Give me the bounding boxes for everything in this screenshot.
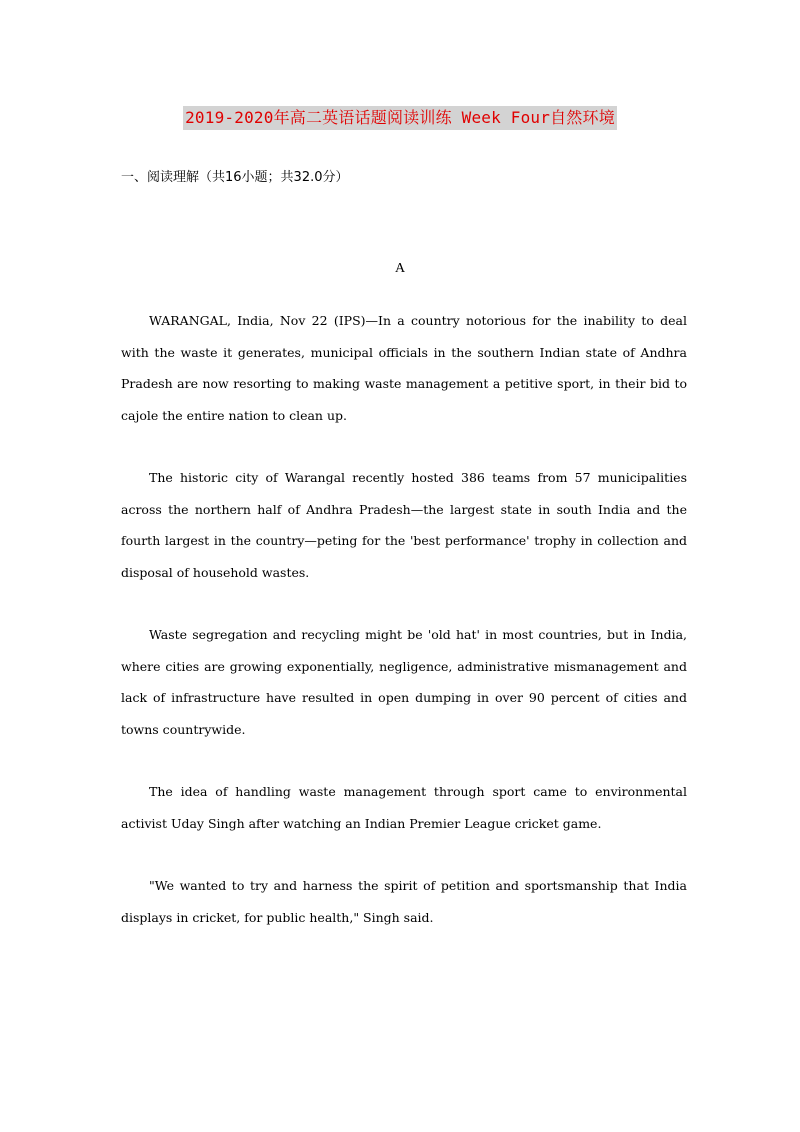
paragraph-2: The historic city of Warangal recently hosted 386 teams from 57 municipalities across the northern half of Andhra Pradesh—the largest state in south India and the fourth largest in the country—peting for the 'best performance' trophy in collection and disposal of household wastes.: [121, 470, 687, 580]
paragraph-4: The idea of handling waste management through sport came to environmental activist Uday Singh after watching an Indian Premier League cricket game.: [121, 784, 687, 831]
title-container: [0, 106, 800, 130]
paragraph-5: "We wanted to try and harness the spirit of petition and sportsmanship that India displays in cricket, for public health," Singh said.: [121, 878, 687, 925]
paragraph-1: WARANGAL, India, Nov 22 (IPS)—In a country notorious for the inability to deal with the waste it generates, municipal officials in the southern Indian state of Andhra Pradesh are now resorting to making waste management a petitive sport, in their bid to cajole the entire nation to clean up.: [121, 313, 687, 423]
paragraph-3: Waste segregation and recycling might be 'old hat' in most countries, but in India, where cities are growing exponentially, negligence, administrative mismanagement and lack of infrastructure have resulted in open dumping in over 90 percent of cities and towns countrywide.: [121, 627, 687, 737]
document-title: 2019-2020年高二英语话题阅读训练 Week Four自然环境: [183, 106, 617, 130]
passage-label: A: [394, 261, 406, 276]
section-heading: 一、阅读理解（共16小题；共32.0分）: [121, 170, 349, 185]
